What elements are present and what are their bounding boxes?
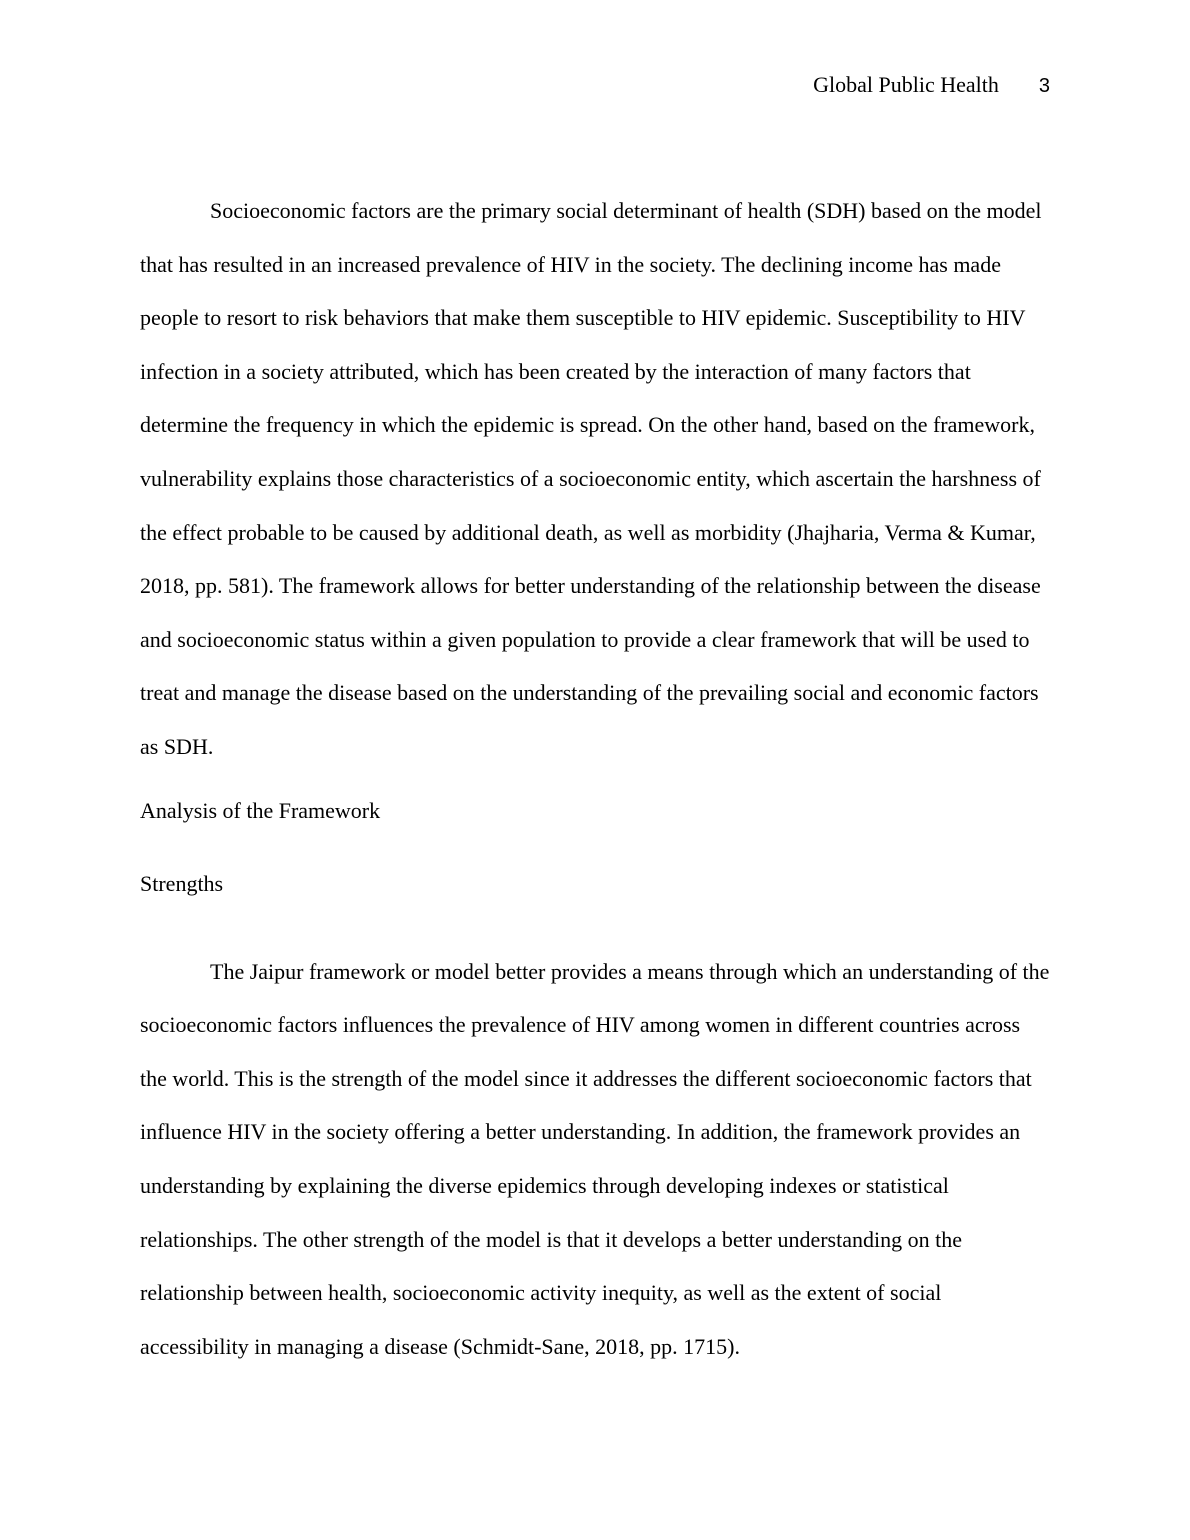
paragraph-strengths: The Jaipur framework or model better provides a means through which an understanding of the socioeconomic factors influences the prevalence of HIV among women in different countries across the world. This is the strength of the model since it addresses the different socioeconomic factors that influence HIV in the society offering a better understanding. In addition, the framework provides an understanding by explaining the diverse epidemics through developing indexes or statistical relationships. The other strength of the model is that it develops a better understanding on the relationship between health, socioeconomic activity inequity, as well as the extent of social accessibility in managing a disease (Schmidt-Sane, 2018, pp. 1715).: [140, 958, 1050, 1359]
page-number: 3: [1038, 75, 1050, 97]
section-heading-analysis: Analysis of the Framework: [140, 797, 381, 823]
subsection-heading-strengths: Strengths: [140, 870, 224, 896]
running-title: Global Public Health: [813, 72, 999, 97]
page-header: [813, 70, 1050, 101]
paragraph-sdh-overview: Socioeconomic factors are the primary social determinant of health (SDH) based on the model that has resulted in an increased prevalence of HIV in the society. The declining income has made people to resort to risk behaviors that make them susceptible to HIV epidemic. Susceptibility to HIV infection in a society attributed, which has been created by the interaction of many factors that determine the frequency in which the epidemic is spread. On the other hand, based on the framework, vulnerability explains those characteristics of a socioeconomic entity, which ascertain the harshness of the effect probable to be caused by additional death, as well as morbidity (Jhajharia, Verma & Kumar, 2018, pp. 581). The framework allows for better understanding of the relationship between the disease and socioeconomic status within a given population to provide a clear framework that will be used to treat and manage the disease based on the understanding of the prevailing social and economic factors as SDH.: [140, 198, 1042, 759]
document-body: [140, 184, 1052, 1373]
